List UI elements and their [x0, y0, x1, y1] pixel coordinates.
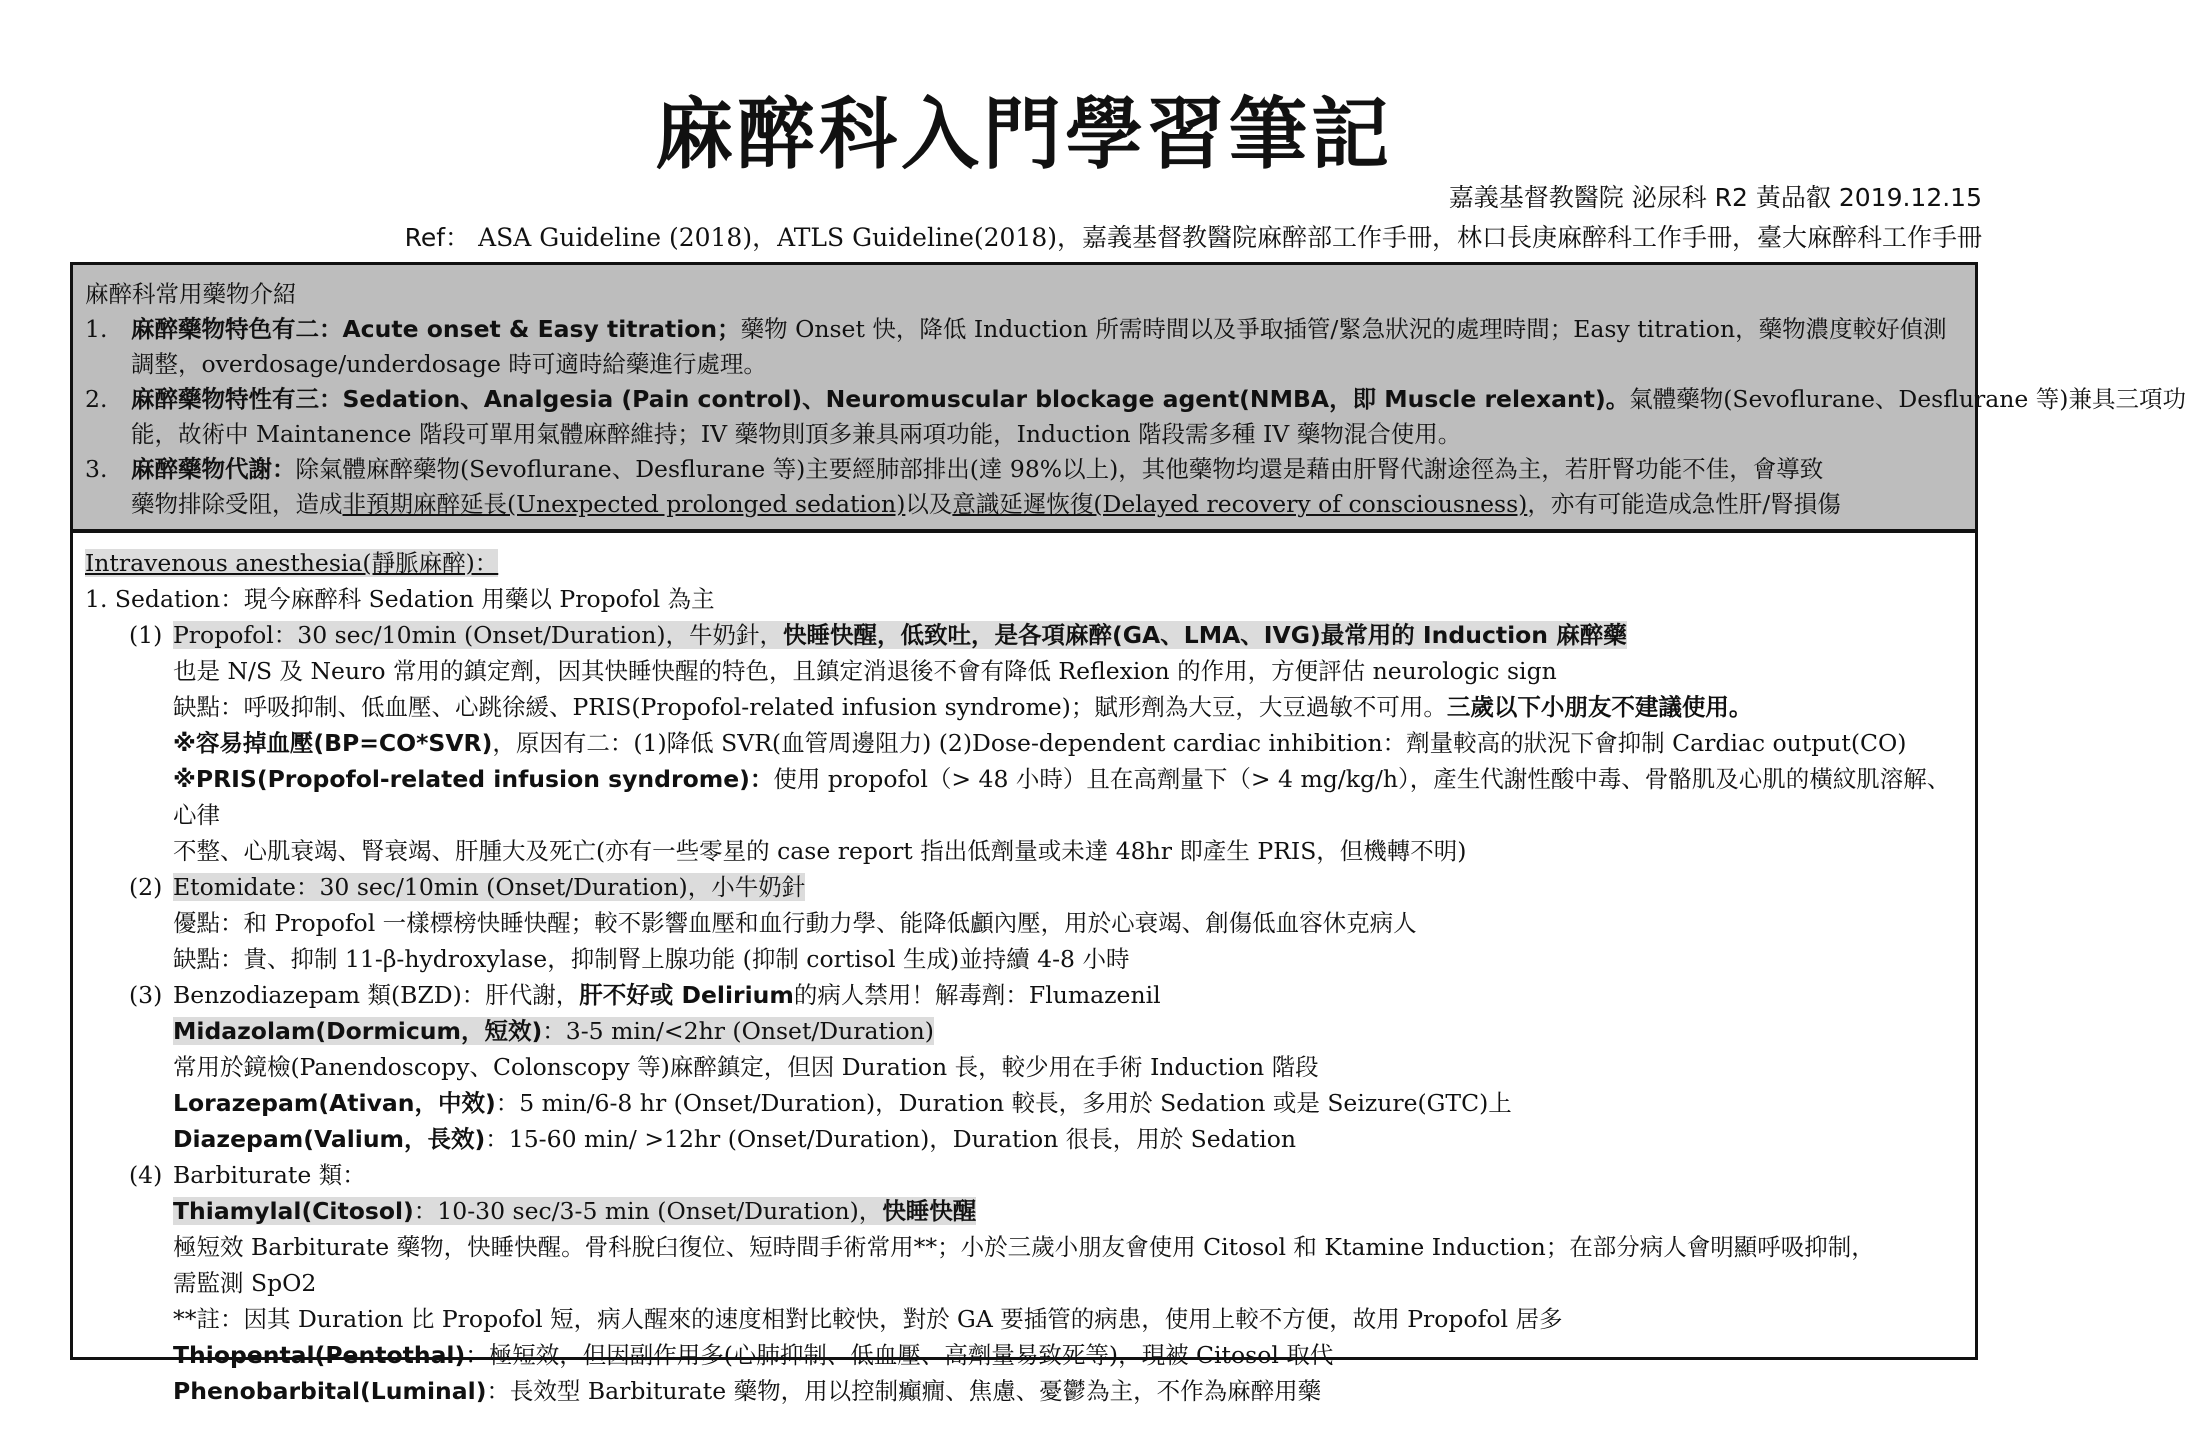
phenobarbital-line: [85, 1373, 1961, 1409]
item-bold: 麻醉藥物代謝：: [131, 455, 296, 483]
item-text: 氣體藥物(Sevoflurane、Desflurane 等)兼具三項功: [1629, 385, 2186, 413]
intro-item-1-cont: 調整，overdosage/underdosage 時可適時給藥進行處理。: [131, 350, 767, 378]
drug-highlight: 快睡快醒，低致吐，是各項麻醉(GA、LMA、IVG)最常用的 Induction 麻醉藥: [783, 621, 1627, 649]
reference-text: ASA Guideline (2018)，ATLS Guideline(2018)，嘉義基督教醫院麻醉部工作手冊，林口長庚麻醉科工作手冊，臺大麻醉科工作手冊: [478, 223, 1982, 252]
propofol-pris-cont: 不整、心肌衰竭、腎衰竭、肝腫大及死亡(亦有一些零星的 case report 指出低劑量或未達 48hr 即產生 PRIS，但機轉不明): [173, 837, 1467, 865]
bzd-line: [85, 977, 1961, 1013]
lorazepam-line: [85, 1085, 1961, 1121]
drug-info: ：30 sec/10min (Onset/Duration)，牛奶針，: [273, 621, 784, 649]
barbiturate-footnote: **註：因其 Duration 比 Propofol 短，病人醒來的速度相對比較快，對於 GA 要插管的病患，使用上較不方便，故用 Propofol 居多: [173, 1305, 1563, 1333]
propofol-line: [85, 617, 1961, 653]
drug-info: ：極短效，但因副作用多(心肺抑制、低血壓、高劑量易致死等)，現被 Citosol 取代: [465, 1341, 1334, 1369]
item-text: 藥物 Onset 快，降低 Induction 所需時間以及爭取插管/緊急狀況的處理時間；Easy titration，藥物濃度較好偵測: [740, 315, 1947, 343]
sedation-line: 1. Sedation：現今麻醉科 Sedation 用藥以 Propofol 為主: [85, 585, 715, 613]
intro-item-2-cont: 能，故術中 Maintanence 階段可單用氣體麻醉維持；IV 藥物則頂多兼具兩項功能，Induction 階段需多種 IV 藥物混合使用。: [131, 420, 1462, 448]
drug-info: ：10-30 sec/3-5 min (Onset/Duration)，: [413, 1197, 883, 1225]
item-number: (4): [129, 1161, 163, 1189]
text-fragment: 藥物排除受阻，造成: [131, 490, 343, 518]
document-title: 麻醉科入門學習筆記: [654, 89, 1393, 180]
diazepam-line: [85, 1121, 1961, 1157]
item-number: 1.: [85, 315, 108, 343]
item-number: 2.: [85, 385, 108, 413]
propofol-bp: [85, 725, 1961, 761]
drug-name: Thiopental(Pentothal): [173, 1341, 466, 1369]
intro-item-2: [85, 382, 2186, 417]
propofol-note: 也是 N/S 及 Neuro 常用的鎮定劑，因其快睡快醒的特色，且鎮定消退後不會有降低 Reflexion 的作用，方便評估 neurologic sign: [173, 657, 1557, 685]
text-fragment: 缺點：呼吸抑制、低血壓、心跳徐緩、PRIS(Propofol-related infusion syndrome)；賦形劑為大豆，大豆過敏不可用。: [173, 693, 1447, 721]
text-fragment: ，原因有二：(1)降低 SVR(血管周邊阻力) (2)Dose-dependent cardiac inhibition：劑量較高的狀況下會抑制 Cardiac output(CO): [492, 729, 1907, 757]
text-fragment: 的病人禁用！解毒劑：Flumazenil: [793, 981, 1161, 1009]
drug-name: Diazepam(Valium，長效): [173, 1125, 486, 1153]
drug-name: Propofol: [173, 621, 274, 649]
midazolam-note: 常用於鏡檢(Panendoscopy、Colonscopy 等)麻醉鎮定，但因 Duration 長，較少用在手術 Induction 階段: [173, 1053, 1319, 1081]
intro-item-1: [85, 312, 1961, 347]
drug-intro-heading: 麻醉科常用藥物介紹: [85, 280, 297, 308]
etomidate-cons: 缺點：貴、抑制 11-β-hydroxylase，抑制腎上腺功能 (抑制 cortisol 生成)並持續 4-8 小時: [173, 945, 1130, 973]
text-fragment: 以及: [905, 490, 953, 518]
item-number: (3): [129, 981, 163, 1009]
underlined-term: 非預期麻醉延長(Unexpected prolonged sedation): [342, 490, 906, 518]
bold-warning: 肝不好或 Delirium: [579, 981, 794, 1009]
thiamylal-line: [85, 1193, 1961, 1229]
text-fragment: 使用 propofol（> 48 小時）且在高劑量下（> 4 mg/kg/h），產生代謝性酸中毒、骨骼肌及心肌的橫紋肌溶解、心律: [173, 765, 1951, 829]
text-fragment: Benzodiazepam 類(BZD)：肝代謝，: [173, 981, 580, 1009]
drug-info: ：15-60 min/ >12hr (Onset/Duration)，Duration 很長，用於 Sedation: [485, 1125, 1296, 1153]
underlined-term: 意識延遲恢復(Delayed recovery of consciousness): [952, 490, 1528, 518]
item-number: 3.: [85, 455, 108, 483]
drug-info: ：長效型 Barbiturate 藥物，用以控制癲癇、焦慮、憂鬱為主，不作為麻醉用藥: [486, 1377, 1322, 1405]
drug-name: Midazolam(Dormicum，短效): [173, 1017, 543, 1045]
iv-anesthesia-box: [70, 530, 1978, 1405]
bold-note: ※容易掉血壓(BP=CO*SVR): [173, 729, 493, 757]
propofol-pris: [85, 761, 1961, 833]
drug-info: ：30 sec/10min (Onset/Duration)，小牛奶針: [295, 873, 806, 901]
drug-info: ：3-5 min/<2hr (Onset/Duration): [542, 1017, 934, 1045]
etomidate-line: [85, 869, 1961, 905]
drug-name: Etomidate: [173, 873, 296, 901]
drug-intro-box: [70, 262, 2186, 532]
etomidate-pros: 優點：和 Propofol 一樣標榜快睡快醒；較不影響血壓和血行動力學、能降低顱內壓，用於心衰竭、創傷低血容休克病人: [173, 909, 1417, 937]
thiamylal-note-cont: 需監測 SpO2: [173, 1269, 317, 1297]
barbiturate-line: [85, 1157, 1961, 1193]
thiamylal-note: 極短效 Barbiturate 藥物，快睡快醒。骨科脫臼復位、短時間手術常用**；小於三歲小朋友會使用 Citosol 和 Ktamine Induction；在部分病人會明顯呼吸抑制，: [173, 1233, 1875, 1261]
thiopental-line: [85, 1337, 1961, 1373]
drug-name: Thiamylal(Citosol): [173, 1197, 414, 1225]
text-fragment: ，亦有可能造成急性肝/腎損傷: [1527, 490, 1841, 518]
reference-label: Ref：: [404, 223, 471, 252]
propofol-cons: [85, 689, 1961, 725]
item-bold: 麻醉藥物特性有三：Sedation、Analgesia (Pain control)、Neuromuscular blockage agent(NMBA，即 Muscle relexant)。: [131, 385, 1630, 413]
bold-warning: 三歲以下小朋友不建議使用。: [1446, 693, 1753, 721]
author-line: 嘉義基督教醫院 泌尿科 R2 黃品叡 2019.12.15: [1448, 183, 1982, 212]
intro-item-3: [85, 452, 1961, 487]
item-text: 除氣體麻醉藥物(Sevoflurane、Desflurane 等)主要經肺部排出(達 98%以上)，其他藥物均還是藉由肝腎代謝途徑為主，若肝腎功能不佳，會導致: [295, 455, 1824, 483]
drug-info: ：5 min/6-8 hr (Onset/Duration)，Duration 較長，多用於 Sedation 或是 Seizure(GTC)上: [495, 1089, 1512, 1117]
midazolam-line: [85, 1013, 1961, 1049]
bold-note: ※PRIS(Propofol-related infusion syndrome)：: [173, 765, 774, 793]
item-number: (2): [129, 873, 163, 901]
intro-item-3-cont: [85, 487, 1961, 522]
text-fragment: Barbiturate 類：: [173, 1161, 366, 1189]
reference-line: [405, 218, 1982, 254]
drug-name: Lorazepam(Ativan，中效): [173, 1089, 496, 1117]
item-bold: 麻醉藥物特色有二：Acute onset & Easy titration；: [131, 315, 741, 343]
drug-highlight: 快睡快醒: [882, 1197, 977, 1225]
drug-name: Phenobarbital(Luminal): [173, 1377, 487, 1405]
section-heading: Intravenous anesthesia(靜脈麻醉)：: [85, 549, 499, 577]
item-number: (1): [129, 621, 163, 649]
